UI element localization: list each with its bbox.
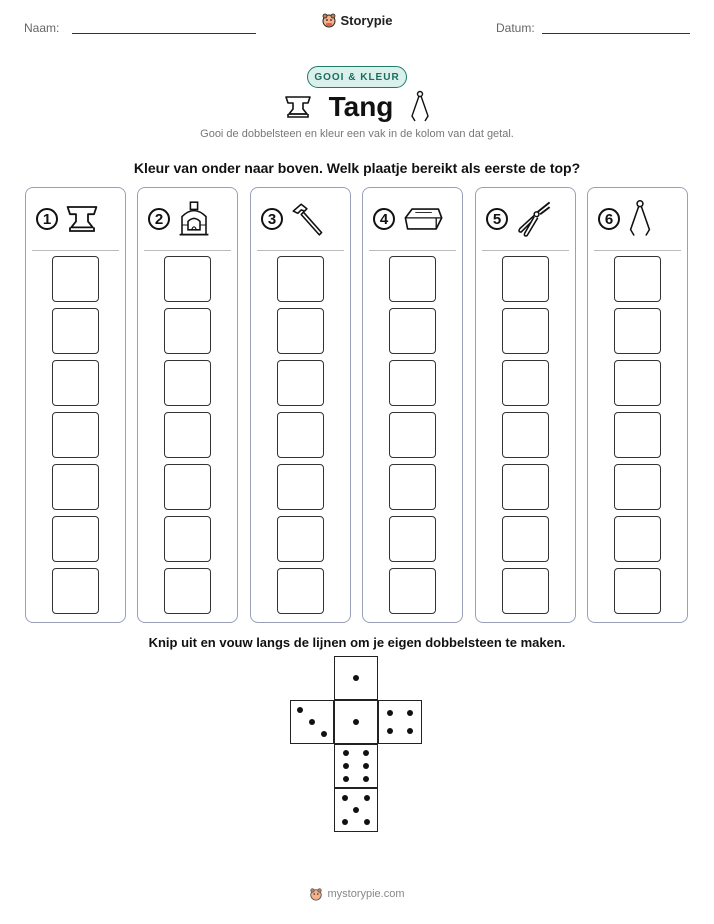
color-box[interactable] bbox=[277, 256, 324, 302]
color-box[interactable] bbox=[614, 256, 661, 302]
name-line[interactable] bbox=[72, 33, 256, 34]
color-box[interactable] bbox=[52, 568, 99, 614]
color-box[interactable] bbox=[52, 464, 99, 510]
color-box[interactable] bbox=[52, 308, 99, 354]
color-box[interactable] bbox=[614, 464, 661, 510]
column-5 bbox=[475, 187, 576, 623]
color-box[interactable] bbox=[389, 308, 436, 354]
die-face-6 bbox=[334, 744, 378, 788]
die-pip bbox=[342, 819, 348, 825]
storypie-mascot-icon bbox=[321, 12, 337, 28]
die-pip bbox=[353, 675, 359, 681]
footer-url: mystorypie.com bbox=[327, 888, 405, 900]
brand-logo bbox=[0, 12, 714, 28]
activity-badge: GOOI & KLEUR bbox=[307, 66, 407, 88]
color-box[interactable] bbox=[502, 360, 549, 406]
color-box[interactable] bbox=[164, 256, 211, 302]
tongs-icon bbox=[409, 90, 431, 124]
color-box[interactable] bbox=[502, 412, 549, 458]
die-pip bbox=[387, 728, 393, 734]
color-box[interactable] bbox=[52, 412, 99, 458]
pliers-icon bbox=[514, 200, 552, 238]
color-box[interactable] bbox=[614, 568, 661, 614]
color-box[interactable] bbox=[389, 256, 436, 302]
date-line[interactable] bbox=[542, 33, 690, 34]
die-pip bbox=[407, 728, 413, 734]
die-face-1 bbox=[334, 700, 378, 744]
column-1 bbox=[25, 187, 126, 623]
color-box[interactable] bbox=[277, 360, 324, 406]
column-number: 1 bbox=[36, 208, 58, 230]
column-6 bbox=[587, 187, 688, 623]
die-face-1 bbox=[334, 656, 378, 700]
die-pip bbox=[407, 710, 413, 716]
column-header bbox=[363, 188, 462, 250]
column-number: 5 bbox=[486, 208, 508, 230]
color-box[interactable] bbox=[277, 308, 324, 354]
footer bbox=[0, 887, 714, 901]
color-box[interactable] bbox=[502, 464, 549, 510]
die-net bbox=[290, 656, 424, 834]
column-header bbox=[138, 188, 237, 250]
color-box[interactable] bbox=[164, 360, 211, 406]
column-4 bbox=[362, 187, 463, 623]
color-box[interactable] bbox=[614, 360, 661, 406]
color-box[interactable] bbox=[164, 516, 211, 562]
die-pip bbox=[343, 763, 349, 769]
die-pip bbox=[343, 750, 349, 756]
die-pip bbox=[343, 776, 349, 782]
die-face-3 bbox=[290, 700, 334, 744]
color-box[interactable] bbox=[277, 568, 324, 614]
column-divider bbox=[482, 250, 569, 251]
die-pip bbox=[364, 819, 370, 825]
die-pip bbox=[309, 719, 315, 725]
die-pip bbox=[297, 707, 303, 713]
forge-oven-icon bbox=[176, 201, 212, 237]
cut-instruction: Knip uit en vouw langs de lijnen om je eigen dobbelsteen te maken. bbox=[148, 635, 566, 650]
color-box[interactable] bbox=[389, 360, 436, 406]
color-box[interactable] bbox=[52, 360, 99, 406]
metal-ingot-icon bbox=[401, 204, 445, 234]
color-box[interactable] bbox=[614, 516, 661, 562]
color-box[interactable] bbox=[164, 568, 211, 614]
die-pip bbox=[353, 719, 359, 725]
column-divider bbox=[594, 250, 681, 251]
die-pip bbox=[363, 763, 369, 769]
title-row bbox=[0, 90, 714, 124]
die-pip bbox=[342, 795, 348, 801]
die-pip bbox=[364, 795, 370, 801]
page-title: Tang bbox=[328, 91, 394, 122]
color-box[interactable] bbox=[502, 516, 549, 562]
column-divider bbox=[369, 250, 456, 251]
color-box[interactable] bbox=[502, 308, 549, 354]
anvil-icon bbox=[283, 94, 313, 120]
die-pip bbox=[387, 710, 393, 716]
color-box[interactable] bbox=[277, 412, 324, 458]
column-divider bbox=[32, 250, 119, 251]
color-box[interactable] bbox=[614, 412, 661, 458]
die-pip bbox=[363, 776, 369, 782]
column-number: 2 bbox=[148, 208, 170, 230]
color-box[interactable] bbox=[164, 308, 211, 354]
color-box[interactable] bbox=[52, 516, 99, 562]
column-number: 3 bbox=[261, 208, 283, 230]
column-header bbox=[588, 188, 687, 250]
instruction: Kleur van onder naar boven. Welk plaatje bereikt als eerste de top? bbox=[133, 160, 581, 176]
anvil-icon bbox=[64, 203, 100, 235]
color-box[interactable] bbox=[502, 568, 549, 614]
subtitle: Gooi de dobbelsteen en kleur een vak in de kolom van dat getal. bbox=[200, 128, 514, 140]
color-box[interactable] bbox=[52, 256, 99, 302]
color-box[interactable] bbox=[614, 308, 661, 354]
column-3 bbox=[250, 187, 351, 623]
die-face-5 bbox=[334, 788, 378, 832]
brand-name: Storypie bbox=[340, 12, 393, 28]
color-box[interactable] bbox=[389, 516, 436, 562]
column-divider bbox=[257, 250, 344, 251]
color-box[interactable] bbox=[164, 464, 211, 510]
column-2 bbox=[137, 187, 238, 623]
die-pip bbox=[321, 731, 327, 737]
die-pip bbox=[363, 750, 369, 756]
tongs-icon bbox=[626, 199, 654, 239]
color-box[interactable] bbox=[389, 464, 436, 510]
hammer-icon bbox=[289, 202, 327, 236]
die-pip bbox=[353, 807, 359, 813]
color-box[interactable] bbox=[389, 412, 436, 458]
date-label: Datum: bbox=[496, 21, 535, 35]
column-header bbox=[251, 188, 350, 250]
color-box[interactable] bbox=[389, 568, 436, 614]
column-number: 4 bbox=[373, 208, 395, 230]
column-divider bbox=[144, 250, 231, 251]
color-box[interactable] bbox=[277, 464, 324, 510]
color-box[interactable] bbox=[164, 412, 211, 458]
color-box[interactable] bbox=[502, 256, 549, 302]
column-header bbox=[476, 188, 575, 250]
column-number: 6 bbox=[598, 208, 620, 230]
storypie-mascot-icon bbox=[309, 887, 323, 901]
column-header bbox=[26, 188, 125, 250]
color-box[interactable] bbox=[277, 516, 324, 562]
die-face-4 bbox=[378, 700, 422, 744]
name-label: Naam: bbox=[24, 21, 60, 35]
